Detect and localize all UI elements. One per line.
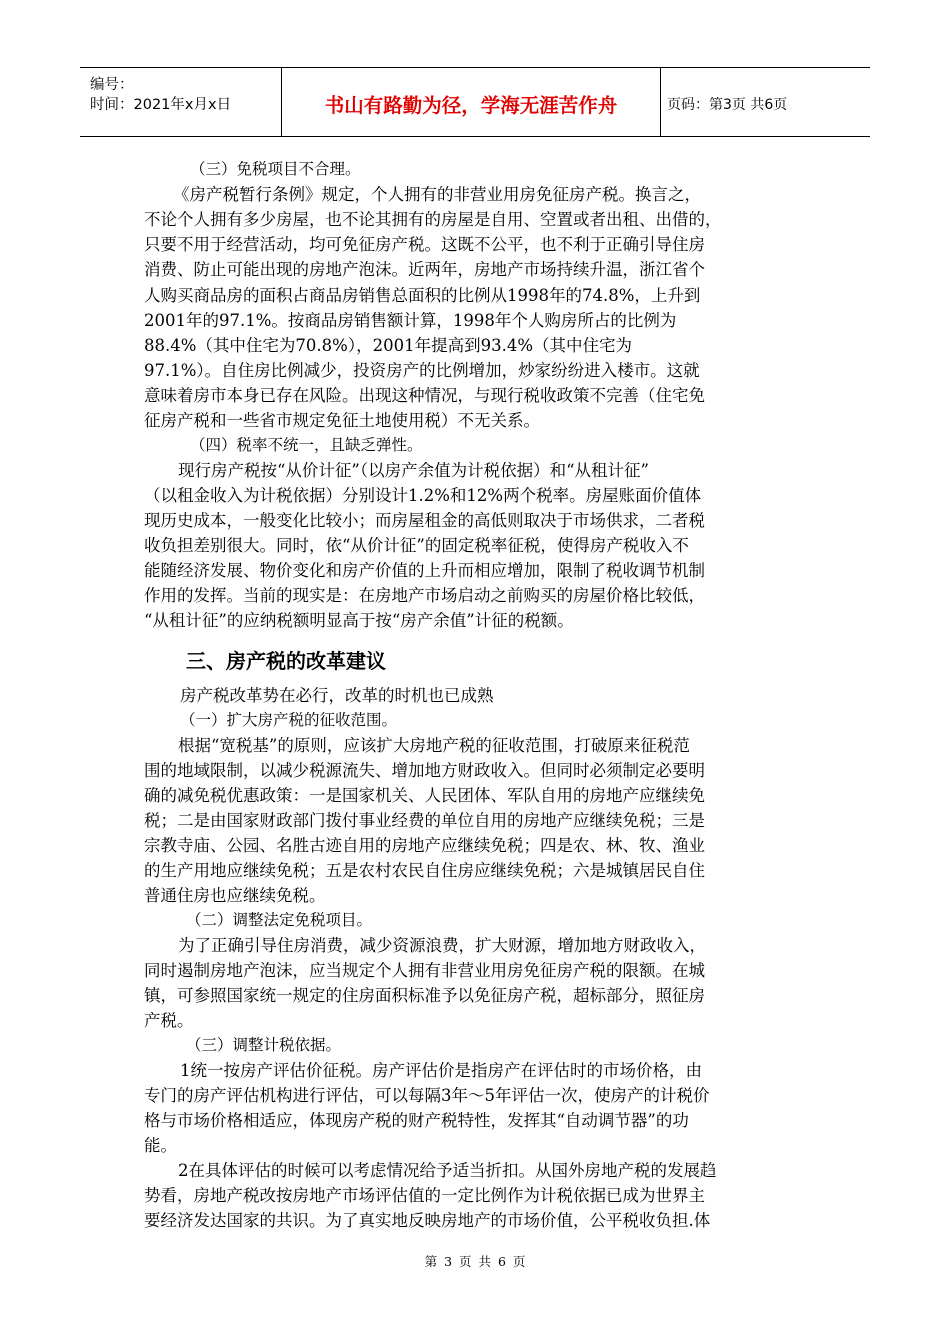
paragraph-line: 消费、防止可能出现的房地产泡沫。近两年，房地产市场持续升温，浙江省个 xyxy=(144,260,705,279)
subheading-expand-scope: （一）扩大房产税的征收范围。 xyxy=(180,711,398,729)
document-date-label: 时间：2021年x月x日 xyxy=(90,97,232,113)
paragraph-line: （以租金收入为计税依据）分别设计1.2%和12%两个税率。房屋账面价值体 xyxy=(144,486,702,505)
paragraph-line: 现行房产税按“从价计征”（以房产余值为计税依据）和“从租计征” xyxy=(178,461,649,480)
paragraph-line: 人购买商品房的面积占商品房销售总面积的比例从1998年的74.8%，上升到 xyxy=(144,286,701,305)
subheading-tax-rate-issue: （四）税率不统一，且缺乏弹性。 xyxy=(190,436,423,454)
header-page-number: 页码：第3页 共6页 xyxy=(667,97,788,113)
paragraph-line: 征房产税和一些省市规定免征土地使用税）不无关系。 xyxy=(144,411,540,430)
paragraph-line: 房产税改革势在必行，改革的时机也已成熟 xyxy=(180,686,494,705)
paragraph-line: 的生产用地应继续免税；五是农村农民自住房应继续免税；六是城镇居民自住 xyxy=(144,861,705,880)
paragraph-line: 意味着房市本身已存在风险。出现这种情况，与现行税收政策不完善（住宅免 xyxy=(144,386,705,405)
paragraph-line: 97.1%）。自住房比例减少，投资房产的比例增加，炒家纷纷进入楼市。这就 xyxy=(144,361,700,380)
subheading-adjust-tax-basis: （三）调整计税依据。 xyxy=(186,1036,342,1054)
paragraph-line: 为了正确引导住房消费，减少资源浪费，扩大财源，增加地方财政收入， xyxy=(178,936,706,955)
paragraph-line: 88.4%（其中住宅为70.8%），2001年提高到93.4%（其中住宅为 xyxy=(144,336,632,355)
header-page-cell xyxy=(661,68,870,136)
paragraph-line: 同时遏制房地产泡沫，应当规定个人拥有非营业用房免征房产税的限额。在城 xyxy=(144,961,705,980)
paragraph-line: 现历史成本，一般变化比较小；而房屋租金的高低则取决于市场供求，二者税 xyxy=(144,511,705,530)
paragraph-line: 能。 xyxy=(144,1136,177,1155)
header-motto-cell xyxy=(282,68,661,136)
paragraph-line: 税；二是由国家财政部门拨付事业经费的单位自用的房地产应继续免税；三是 xyxy=(144,811,705,830)
paragraph-line: 势看，房地产税改按房地产市场评估值的一定比例作为计税依据已成为世界主 xyxy=(144,1186,705,1205)
paragraph-line: 确的减免税优惠政策：一是国家机关、人民团体、军队自用的房地产应继续免 xyxy=(144,786,705,805)
paragraph-line: 作用的发挥。当前的现实是：在房地产市场启动之前购买的房屋价格比较低， xyxy=(144,586,705,605)
paragraph-line: 1统一按房产评估价征税。房产评估价是指房产在评估时的市场价格，由 xyxy=(180,1061,702,1080)
document-code-label: 编号： xyxy=(90,77,134,93)
paragraph-line: 围的地域限制，以减少税源流失、增加地方财政收入。但同时必须制定必要明 xyxy=(144,761,705,780)
paragraph-line: 专门的房产评估机构进行评估，可以每隔3年～5年评估一次，使房产的计税价 xyxy=(144,1086,710,1105)
paragraph-line: “从租计征”的应纳税额明显高于按“房产余值”计征的税额。 xyxy=(144,611,574,630)
paragraph-line: 格与市场价格相适应，体现房产税的财产税特性，发挥其“自动调节器”的功 xyxy=(144,1111,689,1130)
paragraph-line: 能随经济发展、物价变化和房产价值的上升而相应增加，限制了税收调节机制 xyxy=(144,561,705,580)
paragraph-line: 不论个人拥有多少房屋，也不论其拥有的房屋是自用、空置或者出租、出借的， xyxy=(144,210,722,229)
paragraph-line: 收负担差别很大。同时，依“从价计征”的固定税率征税，使得房产税收入不 xyxy=(144,536,689,555)
page-header xyxy=(80,67,870,137)
section-heading-reform-proposals: 三、房产税的改革建议 xyxy=(186,649,386,673)
paragraph-line: 普通住房也应继续免税。 xyxy=(144,886,326,905)
paragraph-line: 镇，可参照国家统一规定的住房面积标准予以免征房产税，超标部分，照征房 xyxy=(144,986,705,1005)
paragraph-line: 宗教寺庙、公园、名胜古迹自用的房地产应继续免税；四是农、林、牧、渔业 xyxy=(144,836,705,855)
paragraph-line: 要经济发达国家的共识。为了真实地反映房地产的市场价值，公平税收负担.体 xyxy=(144,1211,711,1230)
subheading-exemption-issue: （三）免税项目不合理。 xyxy=(190,160,361,178)
subheading-adjust-exemptions: （二）调整法定免税项目。 xyxy=(186,911,373,929)
paragraph-line: 产税。 xyxy=(144,1011,194,1030)
paragraph-line: 2001年的97.1%。按商品房销售额计算，1998年个人购房所占的比例为 xyxy=(144,311,677,330)
page-footer: 第 3 页 共 6 页 xyxy=(424,1254,526,1269)
header-meta-cell xyxy=(80,68,282,136)
paragraph-line: 《房产税暂行条例》规定，个人拥有的非营业用房免征房产税。换言之， xyxy=(173,185,701,204)
paragraph-line: 根据“宽税基”的原则，应该扩大房地产税的征收范围，打破原来征税范 xyxy=(178,736,690,755)
paragraph-line: 2在具体评估的时候可以考虑情况给予适当折扣。从国外房地产税的发展趋 xyxy=(178,1161,717,1180)
paragraph-line: 只要不用于经营活动，均可免征房产税。这既不公平，也不利于正确引导住房 xyxy=(144,235,705,254)
header-motto: 书山有路勤为径，学海无涯苦作舟 xyxy=(324,94,618,117)
